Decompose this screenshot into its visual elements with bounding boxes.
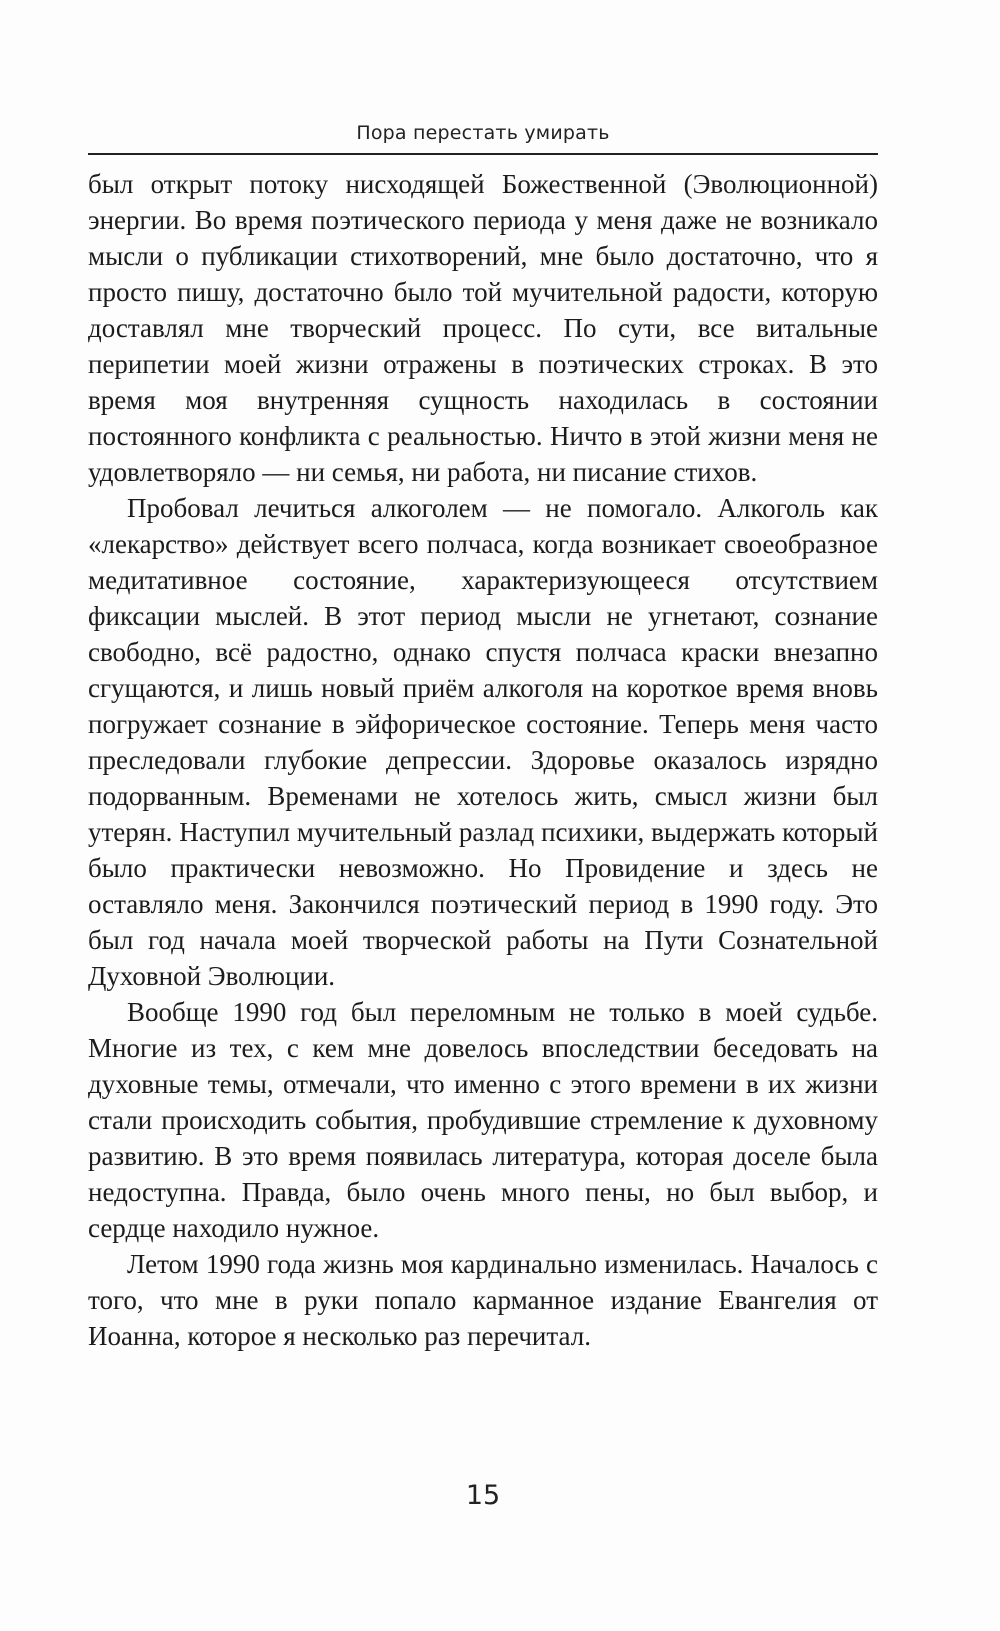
- paragraph-3: Вообще 1990 год был переломным не только в моей судьбе. Многие из тех, с кем мне довелось впоследствии беседовать на духовные темы, отмечали, что именно с этого времени в их жизни стали происходить события, пробудившие стремление к духовному развитию. В это время появилась литература, которая доселе была недоступна. Правда, было очень много пены, но был выбор, и сердце находило нужное.: [88, 997, 878, 1243]
- running-header: Пора перестать умирать: [356, 122, 610, 144]
- paragraph-1: был открыт потоку нисходящей Божественной (Эволюционной) энергии. Во время поэтического периода у меня даже не возникало мысли о публикации стихотворений, мне было достаточно, что я просто пишу, достаточно было той мучительной радости, которую доставлял мне творческий процесс. По сути, все витальные перипетии моей жизни отражены в поэтических строках. В это время моя внутренняя сущность находилась в состоянии постоянного конфликта с реальностью. Ничто в этой жизни меня не удовлетворяло — ни семья, ни работа, ни писание стихов.: [88, 169, 878, 487]
- body-text: [88, 166, 878, 1354]
- paragraph-4: Летом 1990 года жизнь моя кардинально изменилась. Началось с того, что мне в руки попало карманное издание Евангелия от Иоанна, которое я несколько раз перечитал.: [88, 1249, 878, 1351]
- header-rule: [88, 153, 878, 155]
- page-number: 15: [465, 1480, 501, 1511]
- paragraph-2: Пробовал лечиться алкоголем — не помогало. Алкоголь как «лекарство» действует всего полчаса, когда возникает своеобразное медитативное состояние, характеризующееся отсутствием фиксации мыслей. В этот период мысли не угнетают, сознание свободно, всё радостно, однако спустя полчаса краски внезапно сгущаются, и лишь новый приём алкоголя на короткое время вновь погружает сознание в эйфорическое состояние. Теперь меня часто преследовали глубокие депрессии. Здоровье оказалось изрядно подорванным. Временами не хотелось жить, смысл жизни был утерян. Наступил мучительный разлад психики, выдержать который было практически невозможно. Но Провидение и здесь не оставляло меня. Закончился поэтический период в 1990 году. Это был год начала моей творческой работы на Пути Сознательной Духовной Эволюции.: [88, 493, 878, 991]
